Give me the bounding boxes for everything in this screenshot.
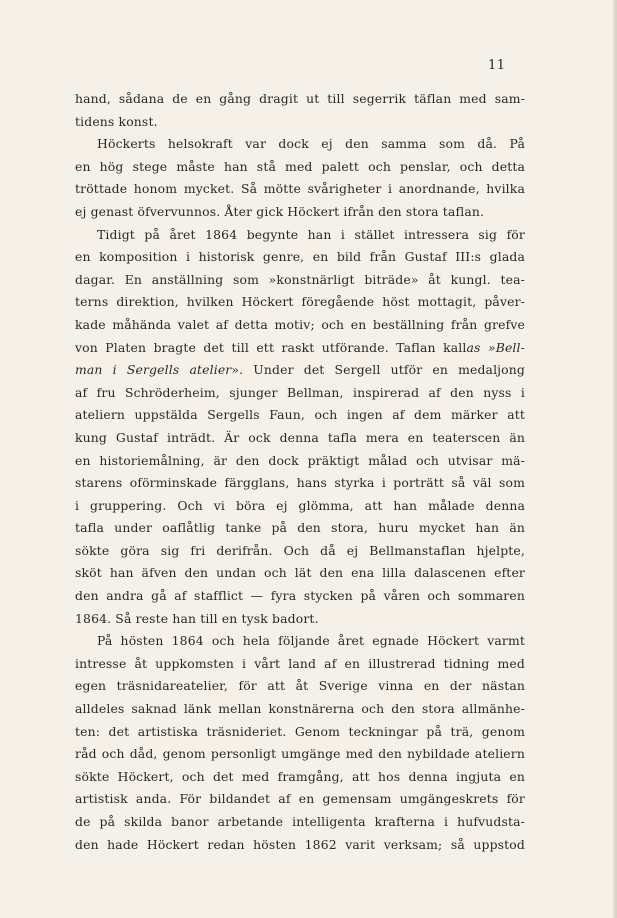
text-line: kade måhända valet af detta motiv; och en beställning från grefve [75, 316, 525, 332]
text-line: tröttade honom mycket. Så mötte svårigheter i anordnande, hvilka [75, 181, 525, 197]
page-number: 11 [488, 58, 506, 73]
text-line: af fru Schröderheim, sjunger Bellman, inspirerad af den nyss i [75, 384, 525, 400]
text-line: Tidigt på året 1864 begynte han i stället intressera sig för [97, 226, 525, 242]
text-line: ten: det artistiska träsnideriet. Genom teckningar på trä, genom [75, 723, 525, 739]
text-line: von Platen bragte det till ett raskt utförande. Taflan kallas »Bell- [75, 339, 525, 355]
page-edge [613, 0, 617, 918]
text-line: hand, sådana de en gång dragit ut till segerrik täflan med sam- [75, 91, 525, 106]
text-line: ej genast öfvervunnos. Åter gick Höckert ifrån den stora taflan. [75, 203, 485, 219]
body-text [75, 88, 525, 856]
text-line: artistisk anda. För bildandet af en gemensam umgängeskrets för [75, 791, 525, 807]
text-line: i gruppering. Och vi böra ej glömma, att han målade denna [75, 497, 525, 513]
text-line: dagar. En anställning som »konstnärligt biträde» åt kungl. tea- [75, 271, 525, 287]
text-line: alldeles saknad länk mellan konstnärerna och den stora allmänhe- [75, 701, 525, 717]
text-line: 1864. Så reste han till en tysk badort. [75, 610, 319, 626]
text-line: intresse åt uppkomsten i vårt land af en illustrerad tidning med [75, 655, 525, 671]
text-line: Höckerts helsokraft var dock ej den samma som då. På [97, 136, 525, 152]
text-line: terns direktion, hvilken Höckert föregående höst mottagit, påver- [75, 294, 525, 310]
text-line: en hög stege måste han stå med palett och penslar, och detta [75, 158, 525, 174]
text-line: råd och dåd, genom personligt umgänge med den nybildade ateliern [75, 746, 525, 762]
text-line: man i Sergells atelier». Under det Sergell utför en medaljong [75, 362, 525, 378]
text-line: kung Gustaf inträdt. Är ock denna tafla mera en teaterscen än [75, 429, 525, 445]
text-line: ateliern uppstälda Sergells Faun, och ingen af dem märker att [75, 407, 525, 423]
text-line: tafla under oaflåtlig tanke på den stora, huru mycket han än [75, 520, 525, 536]
text-line: den andra gå af stafflict — fyra stycken på våren och sommaren [75, 588, 525, 604]
text-line: På hösten 1864 och hela följande året egnade Höckert varmt [97, 633, 525, 649]
text-line: tidens konst. [75, 113, 158, 129]
text-line: egen träsnidareatelier, för att åt Sverige vinna en der nästan [75, 678, 525, 694]
text-line: en historiemålning, är den dock präktigt målad och utvisar mä- [75, 452, 525, 468]
text-line: sökte göra sig fri derifrån. Och då ej Bellmanstaflan hjelpte, [75, 542, 525, 558]
text-line: en komposition i historisk genre, en bild från Gustaf III:s glada [75, 249, 525, 265]
text-line: sköt han äfven den undan och lät den ena lilla dalascenen efter [75, 565, 525, 581]
text-line: sökte Höckert, och det med framgång, att hos denna ingjuta en [75, 768, 525, 784]
text-line: starens oförminskade färgglans, hans styrka i porträtt så väl som [75, 475, 525, 491]
text-line: de på skilda banor arbetande intelligenta krafterna i hufvudsta- [75, 814, 525, 829]
text-line: den hade Höckert redan hösten 1862 varit verksam; så uppstod [75, 836, 525, 852]
